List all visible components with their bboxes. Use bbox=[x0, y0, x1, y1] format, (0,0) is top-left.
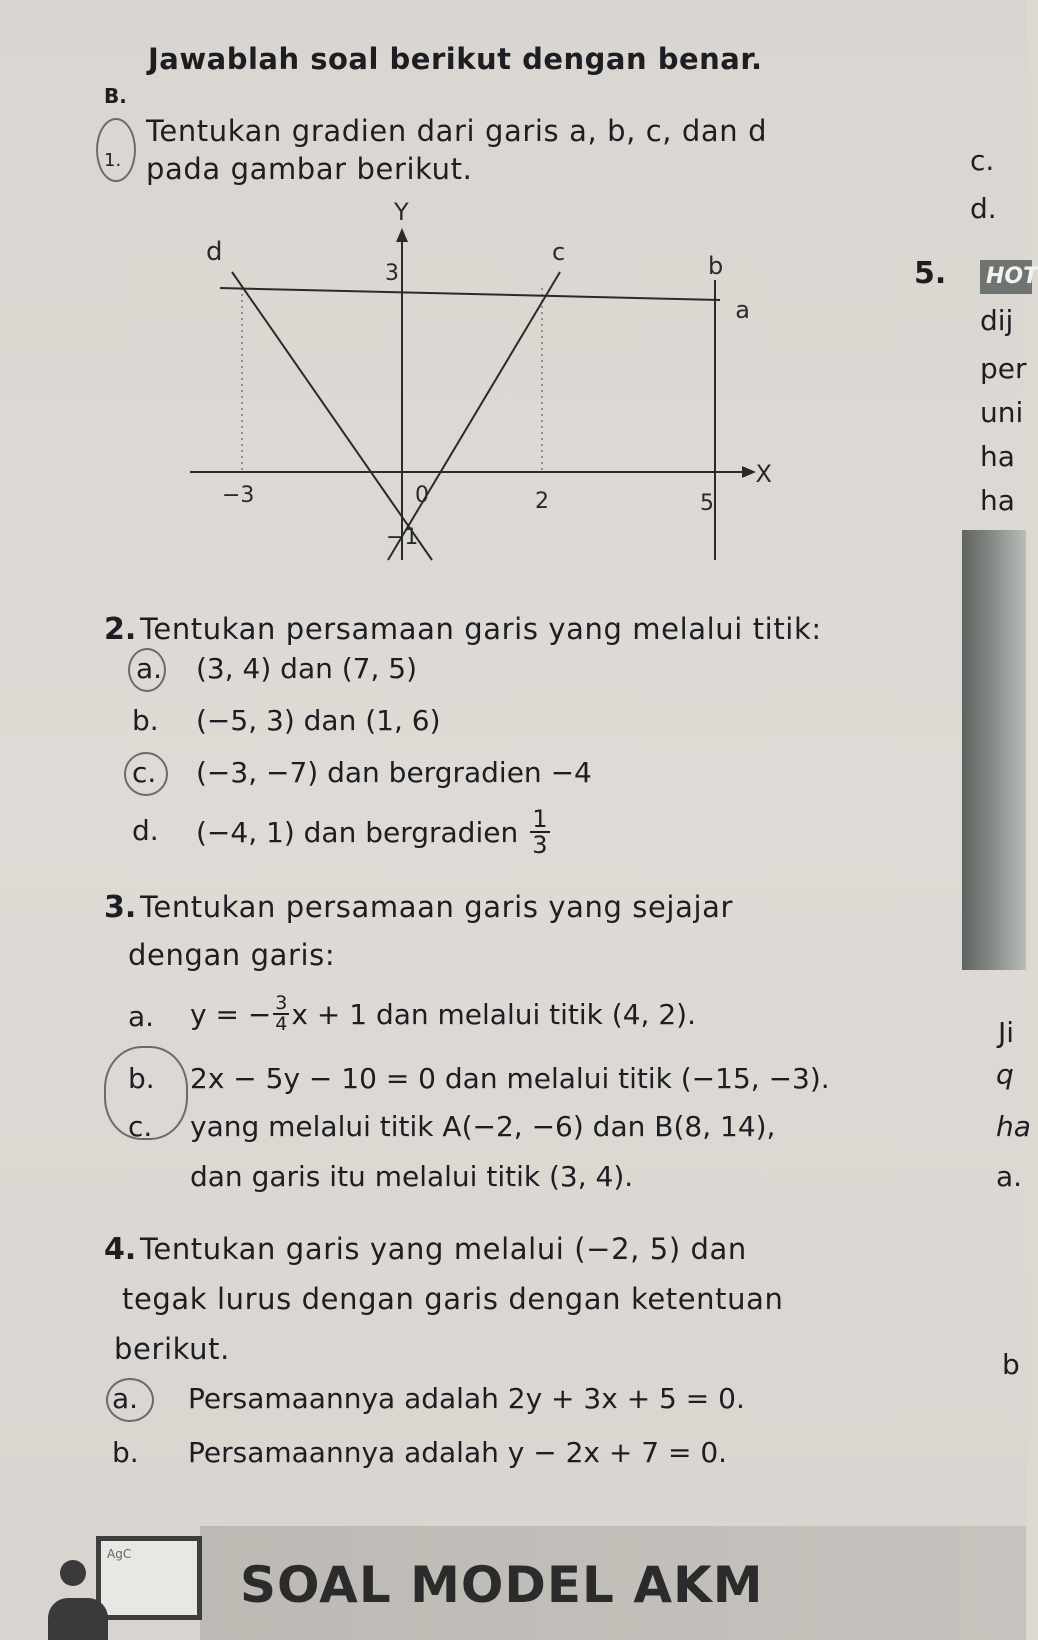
tick-x-5: 5 bbox=[700, 491, 714, 516]
right-frag-7: q bbox=[996, 1058, 1014, 1091]
q3-option-b-label: b. bbox=[128, 1062, 155, 1095]
q2-option-d-text: (−4, 1) dan bergradien bbox=[196, 815, 519, 849]
q1-text-line1: Tentukan gradien dari garis a, b, c, dan d bbox=[146, 114, 768, 148]
right-frag-d: d. bbox=[970, 192, 997, 225]
tick-y-3: 3 bbox=[385, 261, 399, 286]
banner-title: SOAL MODEL AKM bbox=[240, 1556, 764, 1614]
q4-text-line3: berikut. bbox=[114, 1332, 230, 1366]
fraction-denominator: 4 bbox=[275, 1013, 288, 1035]
q3-option-a-pre: y = − bbox=[190, 997, 272, 1031]
q4-text-line2: tegak lurus dengan garis dengan ketentuan bbox=[122, 1282, 784, 1316]
q4-option-b-text: Persamaannya adalah y − 2x + 7 = 0. bbox=[188, 1436, 728, 1469]
right-frag-9: a. bbox=[996, 1160, 1023, 1193]
photo-strip bbox=[962, 530, 1026, 970]
q2-option-c-label: c. bbox=[132, 756, 157, 789]
whiteboard-icon bbox=[96, 1536, 202, 1620]
line-a bbox=[220, 288, 720, 300]
q1-text-line2: pada gambar berikut. bbox=[146, 152, 473, 186]
label-d: d bbox=[206, 237, 223, 267]
q3-text-line1: Tentukan persamaan garis yang sejajar bbox=[140, 890, 734, 924]
q3-option-a-row bbox=[190, 984, 696, 1044]
q1-number: 1. bbox=[104, 150, 122, 171]
q1-graph bbox=[150, 190, 770, 570]
label-b: b bbox=[708, 252, 724, 280]
q4-option-b-label: b. bbox=[112, 1436, 139, 1469]
tick-x-2: 2 bbox=[535, 489, 549, 514]
q2-option-d-label: d. bbox=[132, 814, 159, 847]
q3-text-line2: dengan garis: bbox=[128, 938, 336, 972]
q3-option-a-label: a. bbox=[128, 1000, 155, 1033]
right-frag-5: ha bbox=[980, 484, 1015, 517]
x-axis-arrow bbox=[742, 466, 756, 478]
q2-text: Tentukan persamaan garis yang melalui titik: bbox=[140, 612, 822, 646]
q2-option-b-label: b. bbox=[132, 704, 159, 737]
q3-option-c-text: yang melalui titik A(−2, −6) dan B(8, 14), bbox=[190, 1110, 776, 1143]
y-axis-arrow bbox=[396, 228, 408, 242]
fraction-denominator: 3 bbox=[532, 831, 548, 859]
q3-option-c-text2: dan garis itu melalui titik (3, 4). bbox=[190, 1160, 634, 1193]
q3-option-a-post: x + 1 dan melalui titik (4, 2). bbox=[291, 997, 696, 1031]
teacher-body-icon bbox=[48, 1598, 108, 1640]
axis-x-label: X bbox=[755, 460, 772, 488]
q3-option-b-text: 2x − 5y − 10 = 0 dan melalui titik (−15, −3). bbox=[190, 1062, 830, 1095]
q2-option-a-label: a. bbox=[136, 652, 163, 685]
q4-option-a-text: Persamaannya adalah 2y + 3x + 5 = 0. bbox=[188, 1382, 745, 1415]
right-frag-c: c. bbox=[970, 144, 995, 177]
right-frag-4: ha bbox=[980, 440, 1015, 473]
fraction-numerator: 1 bbox=[532, 805, 548, 833]
board-text: AgC bbox=[107, 1547, 132, 1561]
label-c: c bbox=[552, 238, 566, 266]
right-frag-8: ha bbox=[996, 1110, 1031, 1143]
right-frag-6: Ji bbox=[998, 1016, 1015, 1049]
q3-option-c-label: c. bbox=[128, 1110, 153, 1143]
fraction-numerator: 3 bbox=[275, 992, 288, 1014]
axis-y-label: Y bbox=[394, 198, 409, 226]
fraction-three-quarters bbox=[273, 994, 289, 1034]
label-a: a bbox=[735, 296, 750, 324]
right-frag-10: b bbox=[1002, 1348, 1020, 1381]
tick-y-minus1: −1 bbox=[386, 525, 419, 550]
q2-option-c-text: (−3, −7) dan bergradien −4 bbox=[196, 756, 592, 789]
q2-option-b-text: (−5, 3) dan (1, 6) bbox=[196, 704, 441, 737]
right-frag-2: per bbox=[980, 352, 1027, 385]
section-letter: B. bbox=[104, 84, 127, 108]
q4-text-line1: Tentukan garis yang melalui (−2, 5) dan bbox=[140, 1232, 747, 1266]
q2-option-d-row bbox=[196, 802, 552, 862]
q4-option-a-label: a. bbox=[112, 1382, 139, 1415]
right-q5-number: 5. bbox=[914, 256, 947, 291]
q2-option-a-text: (3, 4) dan (7, 5) bbox=[196, 652, 418, 685]
right-frag-1: dij bbox=[980, 304, 1014, 337]
line-c bbox=[388, 272, 560, 560]
q3-number: 3. bbox=[104, 890, 137, 925]
right-frag-3: uni bbox=[980, 396, 1024, 429]
tick-x-minus3: −3 bbox=[222, 483, 255, 508]
teacher-head-icon bbox=[60, 1560, 86, 1586]
q4-number: 4. bbox=[104, 1232, 137, 1267]
section-title: Jawablah soal berikut dengan benar. bbox=[148, 42, 763, 76]
q2-number: 2. bbox=[104, 612, 137, 647]
hot-badge: HOT bbox=[980, 260, 1032, 294]
tick-x-0: 0 bbox=[415, 483, 429, 508]
fraction-one-third bbox=[530, 807, 549, 857]
